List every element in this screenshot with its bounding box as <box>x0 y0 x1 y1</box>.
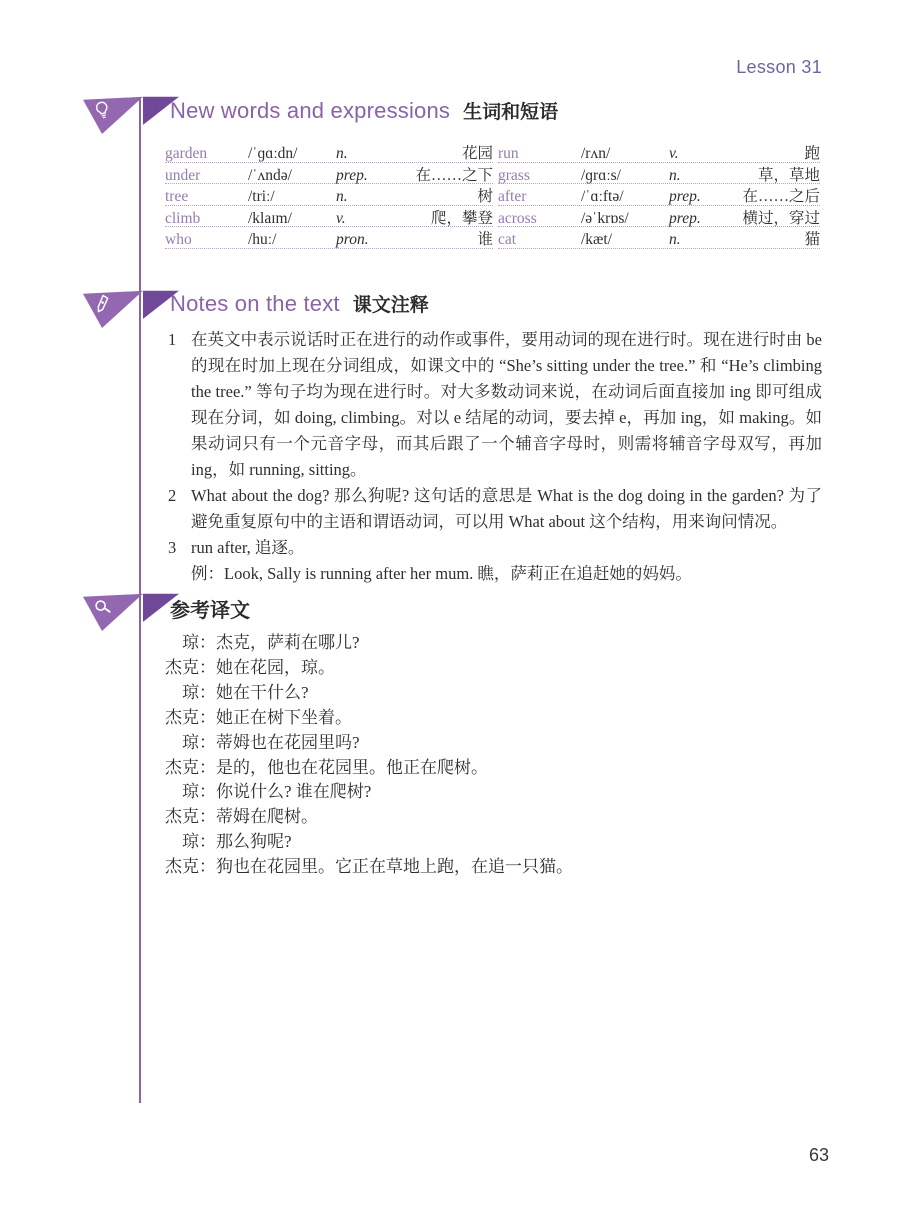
vocab-phonetic: /ˈʌndə/ <box>248 166 292 184</box>
dialogue-text: 杰克，萨莉在哪儿? <box>216 633 360 652</box>
notes-heading <box>170 290 429 317</box>
note-text: 在英文中表示说话时正在进行的动作或事件，要用动词的现在进行时。现在进行时由 be 的现在时加上现在分词组成，如课文中的 “She’s sitting under the tree.” 和 “He’s climbing the tree.” 等句子均为现在进行时。对大多数动词来说，在动词后面直接加 ing 即可组成现在分词，如 doing, climbing。对以 e 结尾的动词，要去掉 e，再加 ing，如 making。如果动词只有一个元音字母，而其后跟了一个辅音字母时，则需将辅音字母双写，再加 ing，如 running, sitting。 <box>191 330 822 479</box>
vocab-meaning: 跑 <box>804 145 820 162</box>
note-number: 3 <box>168 538 177 557</box>
new-words-heading-zh: 生词和短语 <box>463 102 559 123</box>
new-words-flag <box>83 96 183 134</box>
vocab-pos: v. <box>669 145 679 162</box>
dialogue-speaker: 杰克： <box>165 757 216 777</box>
vocab-word: garden <box>165 145 208 162</box>
vocab-word: run <box>498 145 519 162</box>
vocab-row <box>498 227 820 249</box>
note-example: 例：Look, Sally is running after her mum. 瞧，萨莉正在追赶她的妈妈。 <box>191 564 692 583</box>
vocab-row <box>165 206 493 228</box>
vocab-row <box>165 184 493 206</box>
vocab-word: tree <box>165 188 189 206</box>
dialogue-text: 是的，他也在花园里。他正在爬树。 <box>216 757 488 777</box>
vocab-word: after <box>498 188 527 206</box>
vocab-phonetic: /huː/ <box>248 231 277 249</box>
dialogue-speaker: 杰克： <box>165 657 216 677</box>
notes-heading-zh: 课文注释 <box>352 295 429 316</box>
vocab-row <box>498 163 820 185</box>
vocab-phonetic: /klaɪm/ <box>248 209 292 227</box>
dialogue-speaker: 杰克： <box>165 807 216 827</box>
vocab-phonetic: /ˈɡɑːdn/ <box>248 145 298 162</box>
translation-heading <box>170 594 250 623</box>
dialogue-line <box>165 731 825 756</box>
new-words-heading-en: New words and expressions <box>170 98 451 123</box>
dialogue-speaker: 琼： <box>182 633 216 652</box>
dialogue-text: 狗也在花园里。它正在草地上跑，在追一只猫。 <box>216 857 573 877</box>
vocab-phonetic: /ɡrɑːs/ <box>581 166 621 184</box>
vocab-meaning: 在……之后 <box>742 188 820 206</box>
dialogue-line <box>165 830 825 855</box>
vocab-phonetic: /rʌn/ <box>581 145 611 162</box>
dialogue-speaker: 琼： <box>182 832 216 852</box>
vocab-meaning: 横过，穿过 <box>742 209 820 227</box>
vocab-pos: prep. <box>669 209 701 227</box>
dialogue-text: 她在干什么? <box>216 682 309 702</box>
dialogue-line <box>165 780 825 805</box>
new-words-heading <box>170 97 558 124</box>
vocab-row <box>498 184 820 206</box>
note-number: 2 <box>168 486 177 505</box>
dialogue-line <box>165 855 825 880</box>
dialogue-line <box>165 756 825 781</box>
dialogue-line <box>165 656 825 681</box>
dialogue-speaker: 杰克： <box>165 857 216 877</box>
vocab-row <box>498 141 820 163</box>
dialogue-text: 蒂姆也在花园里吗? <box>216 732 360 752</box>
dialogue-speaker: 杰克： <box>165 707 216 727</box>
vocab-column-right <box>498 141 820 249</box>
page-number: 63 <box>808 1145 829 1165</box>
vocab-row <box>165 141 493 163</box>
notes-list <box>168 327 822 587</box>
vocab-pos: n. <box>669 231 681 249</box>
vocab-pos: v. <box>336 209 346 227</box>
vocab-word: grass <box>498 166 530 184</box>
note-number: 1 <box>168 330 177 349</box>
note-text: run after, 追逐。 <box>191 538 305 557</box>
vocab-meaning: 花园 <box>461 145 493 162</box>
vocab-pos: prep. <box>669 188 701 206</box>
dialogue-text: 她在花园，琼。 <box>216 657 335 677</box>
vocab-meaning: 猫 <box>804 231 820 249</box>
vocab-column-left <box>165 141 493 249</box>
vocab-table <box>165 141 820 249</box>
vocab-word: under <box>165 166 201 184</box>
dialogue-speaker: 琼： <box>182 682 216 702</box>
note-item <box>168 535 822 587</box>
vocab-word: who <box>165 231 192 249</box>
vocab-row <box>165 163 493 185</box>
translation-heading-zh: 参考译文 <box>170 600 250 622</box>
vocab-meaning: 在……之下 <box>415 166 493 184</box>
dialogue-text: 那么狗呢? <box>216 832 292 852</box>
vocab-pos: n. <box>669 166 681 184</box>
dialogue-text: 她正在树下坐着。 <box>216 707 352 727</box>
vocab-word: cat <box>498 231 517 249</box>
dialogue-speaker: 琼： <box>182 732 216 752</box>
dialogue-line <box>165 706 825 731</box>
vocab-row <box>165 227 493 249</box>
vocab-pos: n. <box>336 145 348 162</box>
vocab-meaning: 爬，攀登 <box>430 209 493 227</box>
vocab-word: across <box>498 209 537 227</box>
translation-flag <box>83 593 183 631</box>
dialogue-line <box>165 631 825 656</box>
dialogue-text: 你说什么? 谁在爬树? <box>216 782 372 802</box>
vocab-meaning: 树 <box>477 188 493 206</box>
vocab-pos: pron. <box>336 231 369 249</box>
vocab-phonetic: /ˈɑːftə/ <box>581 188 624 206</box>
vocab-pos: n. <box>336 188 348 206</box>
note-item <box>168 483 822 535</box>
dialogue-text: 蒂姆在爬树。 <box>216 807 318 827</box>
note-text: What about the dog? 那么狗呢? 这句话的意思是 What is the dog doing in the garden? 为了避免重复原句中的主语和谓语动词，可以用 What about 这个结构，用来询问情况。 <box>191 486 822 531</box>
vocab-phonetic: /əˈkrɒs/ <box>581 209 629 227</box>
notes-heading-en: Notes on the text <box>170 291 340 316</box>
vocab-phonetic: /triː/ <box>248 188 275 206</box>
notes-flag <box>83 290 183 328</box>
vocab-meaning: 谁 <box>477 231 493 249</box>
note-item <box>168 327 822 483</box>
translation-dialogue <box>165 631 825 880</box>
vocab-phonetic: /kæt/ <box>581 231 613 249</box>
vocab-row <box>498 206 820 228</box>
lesson-label: Lesson 31 <box>736 57 822 77</box>
vocab-meaning: 草，草地 <box>757 166 820 184</box>
vocab-word: climb <box>165 209 201 227</box>
dialogue-line <box>165 805 825 830</box>
dialogue-line <box>165 681 825 706</box>
dialogue-speaker: 琼： <box>182 782 216 802</box>
vocab-pos: prep. <box>336 166 368 184</box>
